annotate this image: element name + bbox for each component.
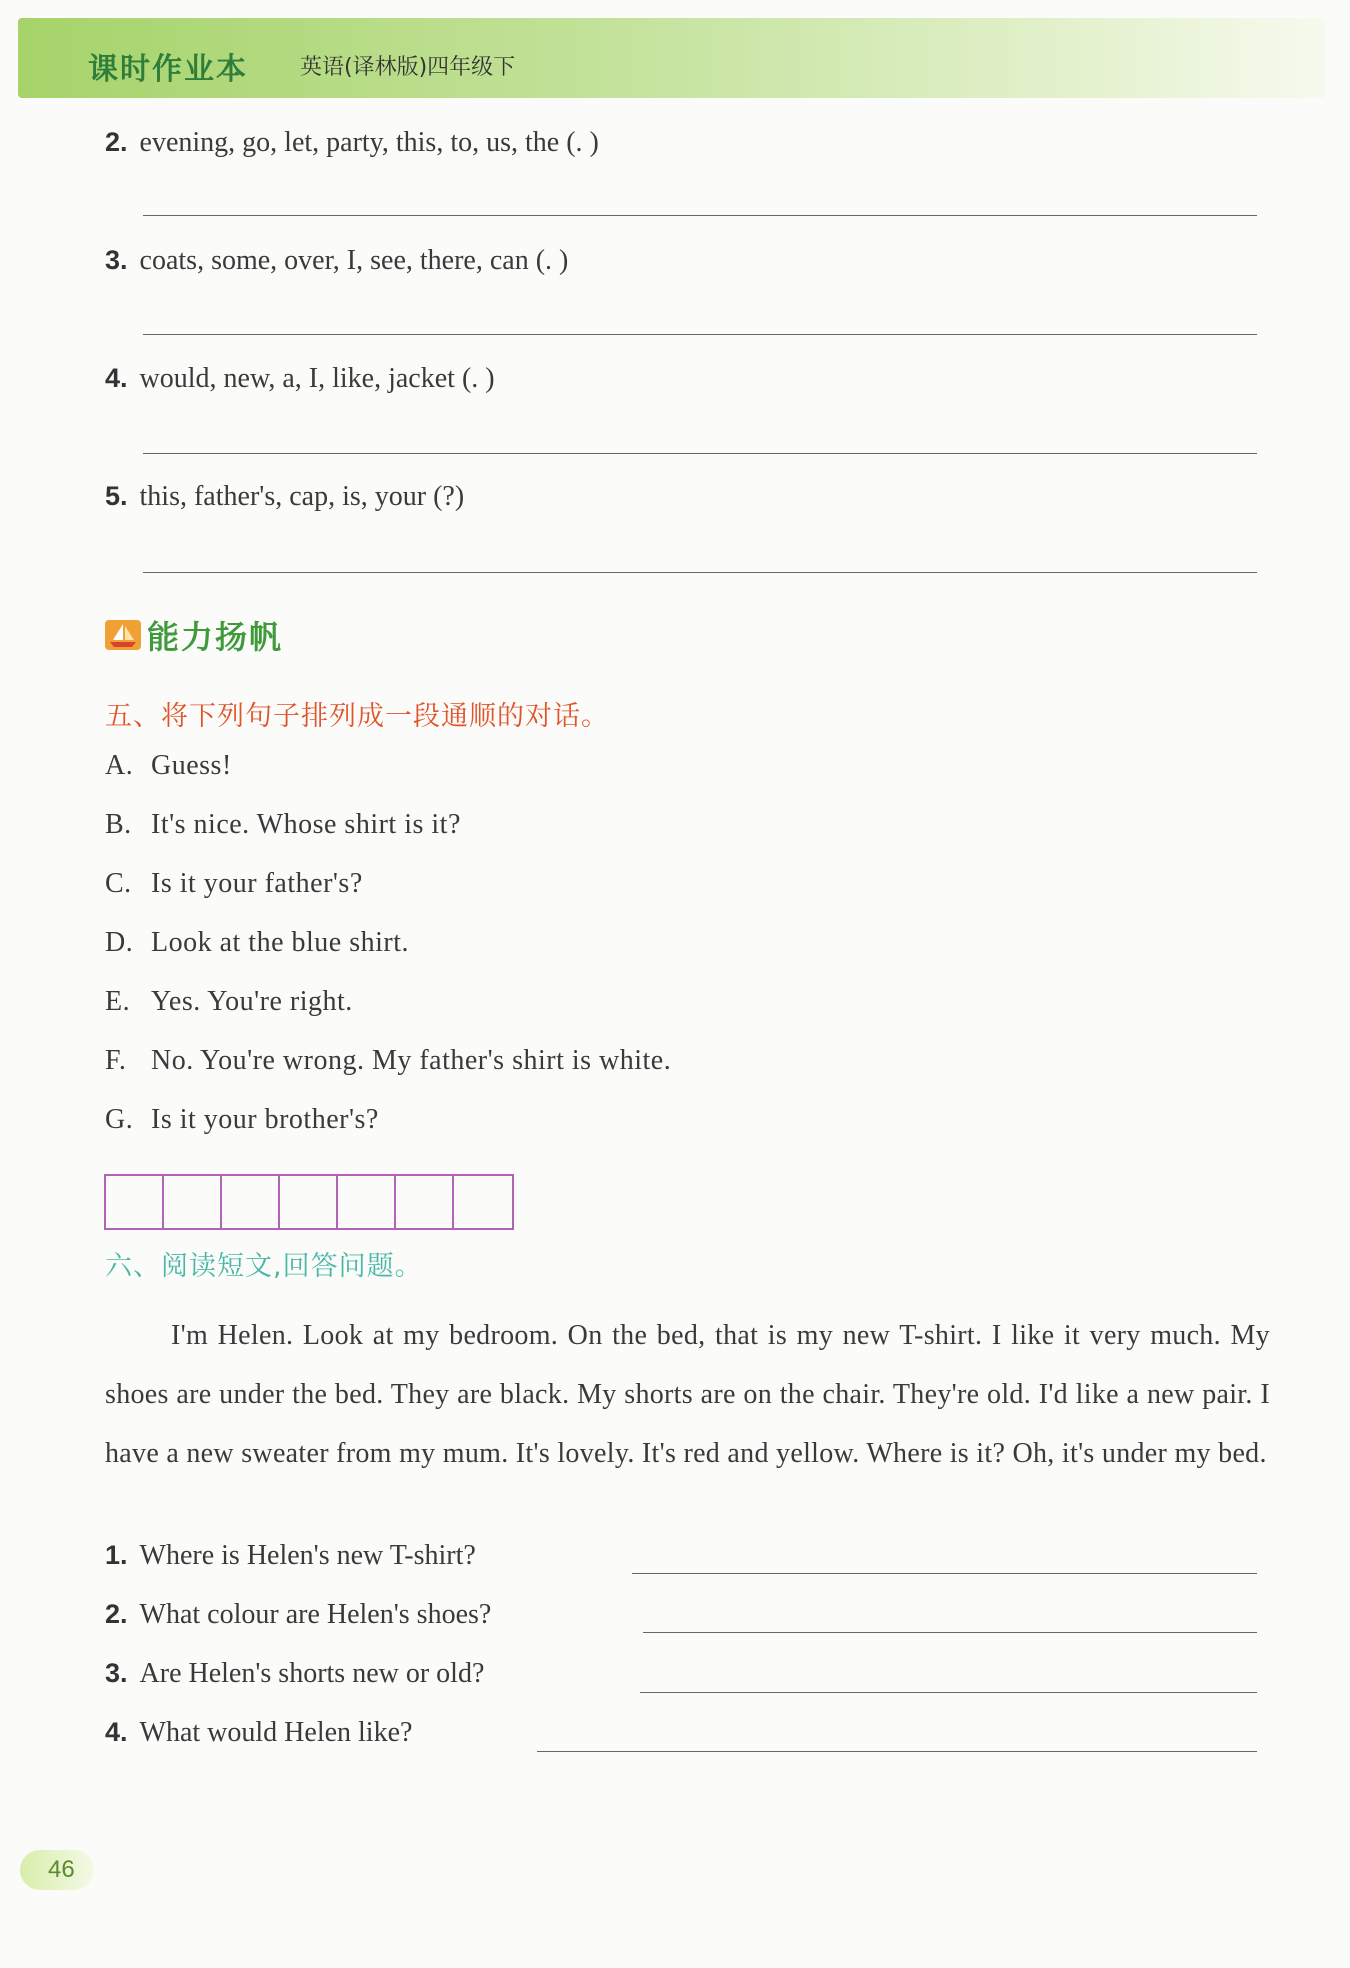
option-text: No. You're wrong. My father's shirt is white.	[151, 1045, 672, 1076]
item-words: evening, go, let, party, this, to, us, the (. )	[139, 127, 599, 158]
question-text: What would Helen like?	[139, 1717, 413, 1748]
dialogue-option	[105, 986, 353, 1018]
answer-line[interactable]	[143, 215, 1257, 216]
answer-box[interactable]	[106, 1176, 164, 1228]
answer-box[interactable]	[454, 1176, 512, 1228]
item-words: coats, some, over, I, see, there, can (. )	[139, 245, 569, 276]
page-number: 46	[20, 1850, 94, 1890]
answer-box[interactable]	[338, 1176, 396, 1228]
item-number: 4.	[105, 363, 128, 393]
answer-box[interactable]	[164, 1176, 222, 1228]
option-letter: D.	[105, 927, 134, 958]
answer-line[interactable]	[143, 572, 1257, 573]
option-text: Is it your brother's?	[151, 1104, 379, 1135]
option-letter: G.	[105, 1104, 134, 1135]
dialogue-option	[105, 1104, 379, 1136]
item-number: 3.	[105, 245, 128, 275]
option-text: Look at the blue shirt.	[151, 927, 410, 958]
answer-line[interactable]	[143, 334, 1257, 335]
dialogue-option	[105, 927, 409, 959]
question-number: 2.	[105, 1599, 128, 1629]
item-number: 5.	[105, 481, 128, 511]
reading-passage: I'm Helen. Look at my bedroom. On the bed, that is my new T-shirt. I like it very much. My shoes are under the bed. They are black. My shorts are on the chair. They're old. I'd like a new pair. I have a new sweater from my mum. It's lovely. It's red and yellow. Where is it? Oh, it's under my bed.	[105, 1320, 1270, 1469]
question-text: What colour are Helen's shoes?	[139, 1599, 492, 1630]
option-text: Is it your father's?	[151, 868, 363, 899]
reorder-item	[105, 127, 599, 159]
question-five-title: 五、将下列句子排列成一段通顺的对话。	[105, 701, 609, 732]
answer-line[interactable]	[643, 1632, 1257, 1633]
option-letter: E.	[105, 986, 131, 1017]
reorder-item	[105, 481, 464, 513]
dialogue-option	[105, 809, 461, 841]
dialogue-option	[105, 750, 232, 782]
reorder-item	[105, 363, 495, 395]
answer-box[interactable]	[280, 1176, 338, 1228]
section-title: 能力扬帆	[147, 618, 284, 656]
dialogue-option	[105, 868, 363, 900]
option-text: It's nice. Whose shirt is it?	[151, 809, 461, 840]
answer-box[interactable]	[396, 1176, 454, 1228]
answer-boxes	[104, 1174, 514, 1230]
section-heading	[105, 612, 283, 658]
answer-line[interactable]	[537, 1751, 1257, 1752]
reading-question	[105, 1658, 484, 1690]
question-number: 3.	[105, 1658, 128, 1688]
option-text: Guess!	[151, 750, 232, 781]
book-brand: 课时作业本	[88, 52, 248, 87]
answer-box[interactable]	[222, 1176, 280, 1228]
question-number: 4.	[105, 1717, 128, 1747]
dialogue-option	[105, 1045, 671, 1077]
question-six-title: 六、阅读短文,回答问题。	[105, 1251, 423, 1282]
reading-question	[105, 1717, 412, 1749]
question-text: Are Helen's shorts new or old?	[139, 1658, 485, 1689]
sailboat-icon	[105, 620, 141, 650]
option-letter: C.	[105, 868, 132, 899]
answer-line[interactable]	[143, 453, 1257, 454]
item-words: would, new, a, I, like, jacket (. )	[139, 363, 495, 394]
question-text: Where is Helen's new T-shirt?	[139, 1540, 476, 1571]
item-words: this, father's, cap, is, your (?)	[139, 481, 465, 512]
item-number: 2.	[105, 127, 128, 157]
option-text: Yes. You're right.	[151, 986, 353, 1017]
book-subject: 英语(译林版)四年级下	[300, 55, 516, 80]
reading-question	[105, 1599, 491, 1631]
reorder-item	[105, 245, 568, 277]
option-letter: B.	[105, 809, 132, 840]
answer-line[interactable]	[632, 1573, 1257, 1574]
question-number: 1.	[105, 1540, 128, 1570]
option-letter: A.	[105, 750, 134, 781]
reading-question	[105, 1540, 476, 1572]
option-letter: F.	[105, 1045, 127, 1076]
answer-line[interactable]	[640, 1692, 1257, 1693]
